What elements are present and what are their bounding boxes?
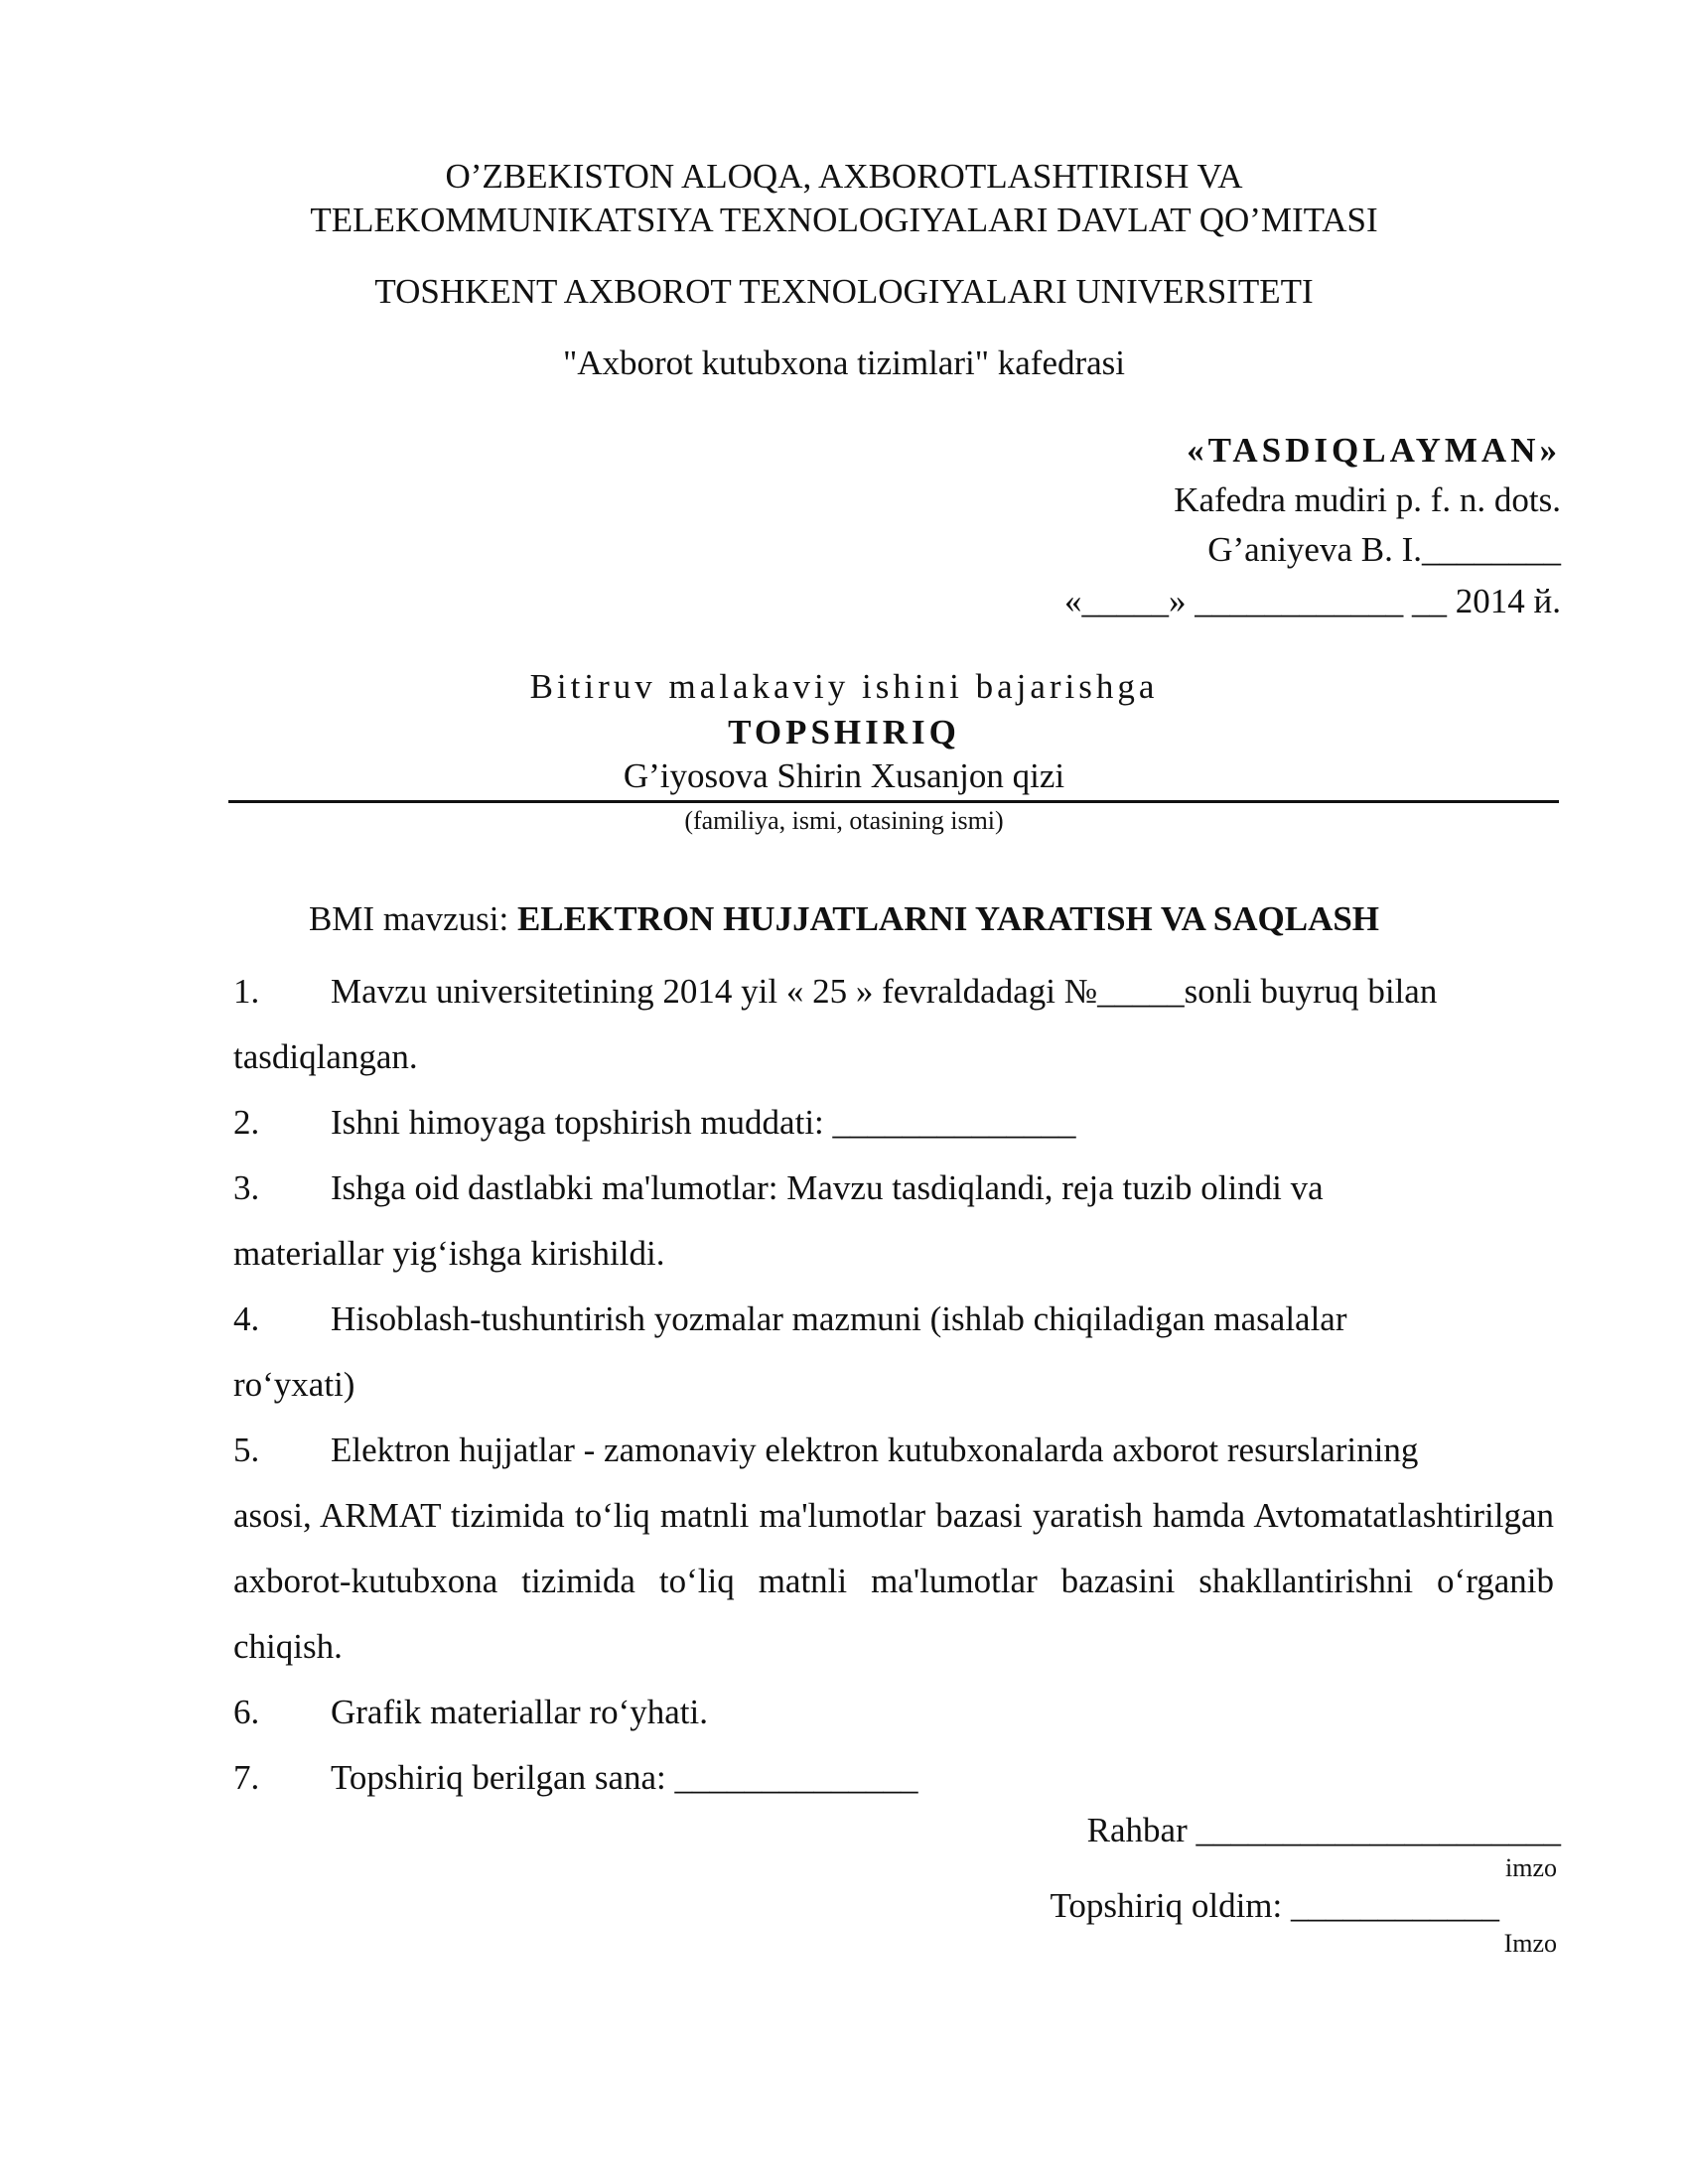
item-number: 5. bbox=[233, 1431, 260, 1469]
item-number: 3. bbox=[233, 1168, 260, 1207]
item-continuation: tasdiqlangan. bbox=[233, 1037, 418, 1076]
received-signature-note: Imzo bbox=[1503, 1929, 1557, 1958]
item-text: Grafik materiallar ro‘yhati. bbox=[331, 1693, 708, 1731]
item-text: Ishga oid dastlabki ma'lumotlar: Mavzu tasdiqlandi, reja tuzib olindi va bbox=[331, 1168, 1324, 1207]
approval-name: G’aniyeva B. I.________ bbox=[1207, 530, 1561, 569]
assignment-intro: Bitiruv malakaviy ishini bajarishga bbox=[529, 667, 1159, 706]
topic-label: BMI mavzusi: bbox=[308, 899, 517, 938]
supervisor-signature: Rahbar _____________________ bbox=[1086, 1811, 1561, 1849]
item-text: Mavzu universitetining 2014 yil « 25 » fevraldadagi №_____sonli buyruq bilan bbox=[331, 972, 1438, 1011]
received-signature: Topshiriq oldim: ____________ bbox=[1050, 1886, 1499, 1925]
list-item bbox=[233, 1090, 1554, 1156]
item-continuation: ro‘yxati) bbox=[233, 1365, 355, 1404]
item-number: 4. bbox=[233, 1299, 260, 1338]
assignment-title: TOPSHIRIQ bbox=[728, 713, 960, 751]
ministry-line-1: O’ZBEKISTON ALOQA, AXBOROTLASHTIRISH VA bbox=[445, 157, 1243, 196]
item-number: 1. bbox=[233, 972, 260, 1011]
item-continuation: asosi, ARMAT tizimida to‘liq matnli ma'lumotlar bazasi yaratish hamda Avtomatatlashtirilgan axborot-kutubxona tizimida to‘liq matnli ma'lumotlar bazasini shakllantirishni o‘rganib chiqish. bbox=[233, 1496, 1554, 1666]
topic-line bbox=[0, 897, 1688, 941]
university-name: TOSHKENT AXBOROT TEXNOLOGIYALARI UNIVERSITETI bbox=[374, 272, 1314, 311]
list-item bbox=[233, 1680, 1554, 1745]
department-name: "Axborot kutubxona tizimlari" kafedrasi bbox=[562, 343, 1126, 382]
list-item bbox=[233, 1418, 1554, 1680]
topic-value: ELEKTRON HUJJATLARNI YARATISH VA SAQLASH bbox=[516, 899, 1380, 938]
approval-title: «TASDIQLAYMAN» bbox=[1187, 431, 1561, 470]
item-text: Ishni himoyaga topshirish muddati: ______________ bbox=[331, 1103, 1076, 1142]
student-name-caption: (familiya, ismi, otasining ismi) bbox=[684, 806, 1004, 835]
student-name-underline bbox=[228, 800, 1559, 803]
item-number: 6. bbox=[233, 1693, 260, 1731]
approval-position: Kafedra mudiri p. f. n. dots. bbox=[1174, 480, 1561, 519]
item-text: Hisoblash-tushuntirish yozmalar mazmuni (ishlab chiqiladigan masalalar bbox=[331, 1299, 1347, 1338]
student-name: G’iyosova Shirin Xusanjon qizi bbox=[623, 756, 1065, 795]
list-item bbox=[233, 1287, 1554, 1418]
list-item bbox=[233, 1156, 1554, 1287]
item-text: Topshiriq berilgan sana: ______________ bbox=[331, 1758, 918, 1797]
approval-date: «_____» ____________ __ 2014 й. bbox=[1064, 582, 1561, 620]
item-number: 2. bbox=[233, 1103, 260, 1142]
list-item bbox=[233, 959, 1554, 1090]
item-number: 7. bbox=[233, 1758, 260, 1797]
supervisor-signature-note: imzo bbox=[1505, 1853, 1557, 1882]
item-text: Elektron hujjatlar - zamonaviy elektron kutubxonalarda axborot resurslarining bbox=[331, 1431, 1419, 1469]
list-item bbox=[233, 1745, 1554, 1811]
ministry-line-2: TELEKOMMUNIKATSIYA TEXNOLOGIYALARI DAVLAT QO’MITASI bbox=[310, 201, 1378, 239]
item-continuation: materiallar yig‘ishga kirishildi. bbox=[233, 1234, 665, 1273]
